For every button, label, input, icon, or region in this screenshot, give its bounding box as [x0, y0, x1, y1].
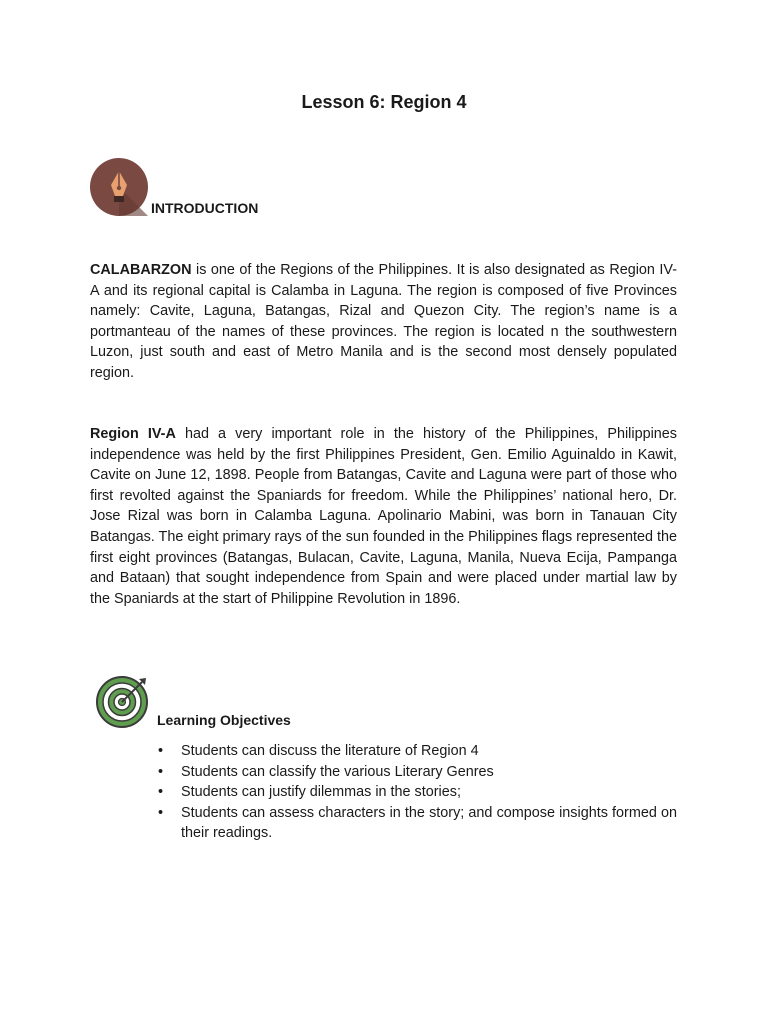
region-history-text: had a very important role in the history of the Philippines, Philippines independence was held by the first Philippines President, Gen. Emilio Aguinaldo in Kawit, Cavite on June 12, 1898. People from Batangas, Cavite and Laguna were part of those who first revolted against the Spaniards for freedom. While the Philippines’ national hero, Dr. Jose Rizal was born in Calamba Laguna. Apolinario Mabini, was born in Tanauan City Batangas. The eight primary rays of the sun founded in the Philippines flags represented the first eight provinces (Batangas, Bulacan, Cavite, Laguna, Manila, Nueva Ecija, Pampanga and Bataan) that sought independence from Spain and were placed under martial law by the Spaniards at the start of Philippine Revolution in 1896. — [90, 426, 677, 607]
pen-nib-icon — [90, 158, 148, 216]
learning-objectives-list — [90, 741, 677, 844]
objective-item — [90, 762, 677, 783]
calabarzon-paragraph — [90, 260, 677, 384]
introduction-heading: INTRODUCTION — [151, 200, 259, 216]
objective-text: Students can classify the various Literary Genres — [181, 763, 494, 780]
objective-text: Students can assess characters in the story; and compose insights formed on their readings. — [181, 804, 677, 842]
learning-objectives-heading: Learning Objectives — [157, 712, 291, 728]
calabarzon-text: is one of the Regions of the Philippines. It is also designated as Region IV-A and its regional capital is Calamba in Laguna. The region is composed of five Provinces namely: Cavite, Laguna, Batangas, Rizal and Quezon City. The region’s name is a portmanteau of the names of these provinces. The region is located n the southwestern Luzon, just south and east of Metro Manila and is the second most densely populated region. — [90, 262, 677, 381]
page-title: Lesson 6: Region 4 — [301, 92, 467, 112]
objective-item — [90, 782, 677, 803]
objective-item — [90, 803, 677, 844]
bullet-icon: • — [158, 804, 164, 821]
region-history-paragraph — [90, 424, 677, 609]
bullet-icon: • — [158, 784, 164, 801]
region-iva-term: Region IV-A — [90, 426, 176, 442]
objective-text: Students can justify dilemmas in the stories; — [181, 784, 461, 801]
calabarzon-term: CALABARZON — [90, 262, 192, 278]
target-icon — [95, 674, 149, 728]
bullet-icon: • — [158, 763, 164, 780]
objective-text: Students can discuss the literature of Region 4 — [181, 743, 479, 759]
objective-item — [90, 741, 677, 762]
bullet-icon: • — [158, 743, 164, 759]
